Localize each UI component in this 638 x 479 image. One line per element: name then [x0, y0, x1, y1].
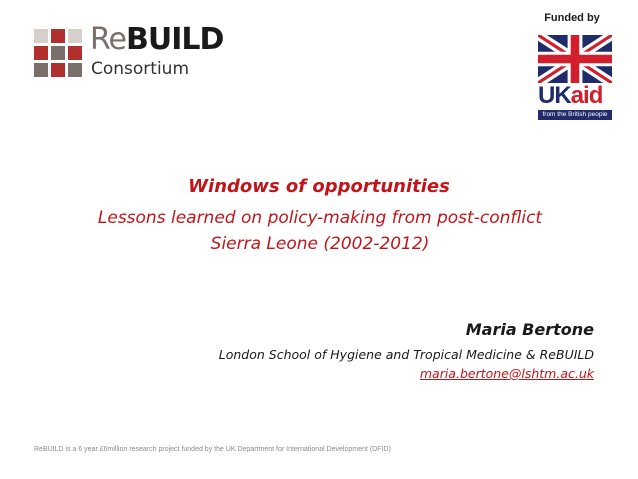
- wordmark-consortium: Consortium: [91, 59, 190, 79]
- funded-by-label: Funded by: [544, 12, 600, 24]
- wordmark-re: Re: [90, 22, 126, 57]
- author-affiliation: London School of Hygiene and Tropical Medicine & ReBUILD: [218, 347, 594, 362]
- rebuild-logo: [34, 22, 234, 87]
- union-flag-icon: [538, 35, 612, 83]
- ukaid-tagline: from the British people: [538, 110, 612, 120]
- presentation-title: Windows of opportunities: [188, 176, 450, 197]
- ukaid-uk: UK: [538, 82, 571, 109]
- wordmark-build: BUILD: [125, 22, 224, 57]
- ukaid-aid: aid: [570, 82, 603, 109]
- rebuild-wordmark: [90, 22, 224, 57]
- subtitle-line-1: Lessons learned on policy-making from post-conflict: [97, 208, 543, 228]
- subtitle-line-2: Sierra Leone (2002-2012): [210, 234, 430, 254]
- rebuild-grid-icon: [34, 29, 82, 77]
- author-email-link[interactable]: maria.bertone@lshtm.ac.uk: [419, 366, 594, 381]
- footer-note: ReBUILD is a 6 year £6million research project funded by the UK Department for International Development (DFID): [34, 446, 391, 453]
- presentation-subtitle: [30, 205, 610, 257]
- author-name: Maria Bertone: [465, 320, 594, 339]
